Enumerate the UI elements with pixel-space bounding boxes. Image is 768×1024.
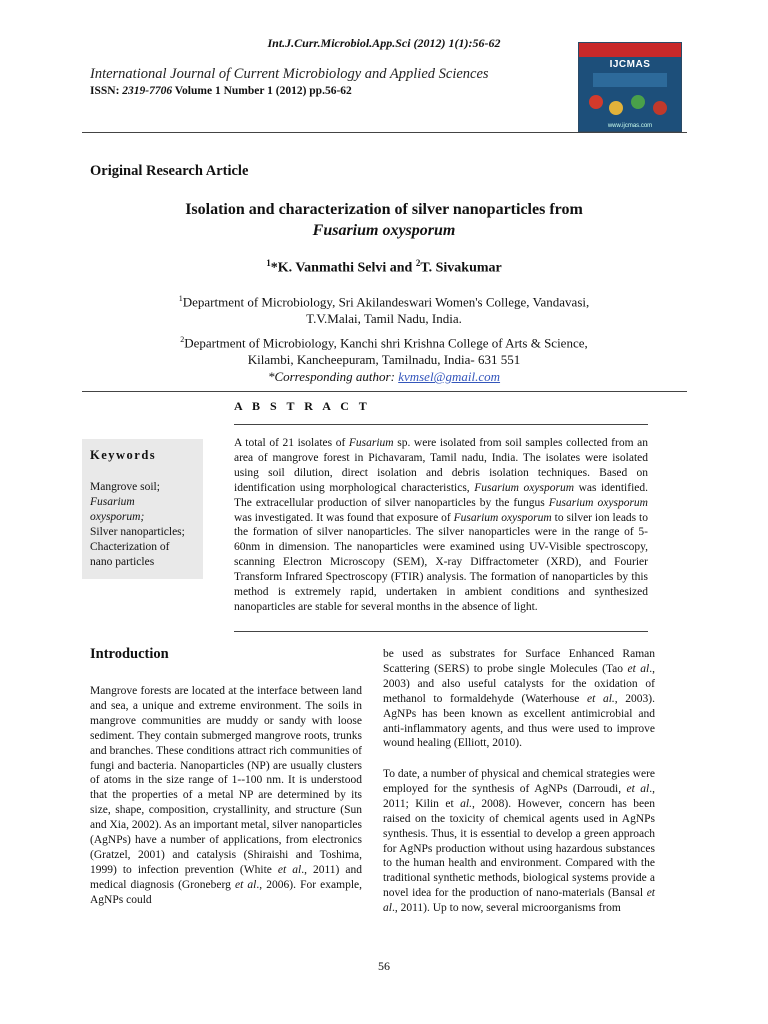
intro-left-column: Mangrove forests are located at the interface between land and sea, a unique and extreme environment. The soils in mangrove communities are muddy or sandy with loose sediment. They contain submerged mangrove roots, trunks and branches. These conditions attract rich communities of fungi and bacteria. Nanoparticles (NP) are usually clusters of atoms in the size range of 1--100 nm. It is understood that the properties of a metal NP are determined by its size, shape, composition, crystallinity, and structure (Sun and Xia, 2002). As an important metal, silver nanoparticles (AgNPs) have a number of applications, from electronics (Gratzel, 2001) and catalysis (Shiraishi and Toshima, 1999) to infection prevention (White et al., 2011) and medical diagnosis (Groneberg et al., 2006). For example, AgNPs could [90,685,362,906]
keywords-heading: Keywords [90,448,157,462]
corresponding-email-link[interactable]: kvmsel@gmail.com [398,369,501,385]
header-rule [82,132,687,133]
cover-footer: www.ijcmas.com [607,123,653,129]
journal-title: International Journal of Current Microbiology and Applied Sciences [90,66,489,82]
running-head: Int.J.Curr.Microbiol.App.Sci (2012) 1(1):56-62 [267,36,501,50]
affiliation-2 [100,331,668,385]
keyword-3: oxysporum; [90,511,145,523]
aff2-sup: 2 [180,335,185,344]
author-2: T. Sivakumar [420,260,502,276]
author1-sup: 1 [266,258,271,268]
keyword-1: Mangrove soil; [90,481,160,493]
volume-info: Volume 1 Number 1 (2012) pp.56-62 [174,85,352,97]
issn-number: 2319-7706 [122,85,173,97]
keyword-2: Fusarium [90,496,135,508]
abstract-body: A total of 21 isolates of Fusarium sp. were isolated from soil samples collected from an area of mangrove forest in Pichavaram, Tamil nadu, India. The isolates were isolated using soil dilution, direct isolation and debris isolation techniques. Based on identification using morphological characteristics, Fusarium oxysporum was identified. The extracellular production of silver nanoparticles by the fungus Fusarium oxysporum was investigated. It was found that exposure of Fusarium oxysporum to silver ion leads to the formation of silver nanoparticles. The silver nanoparticles were in the range of 5-60nm in dimension. The nanoparticles were examined using UV-Visible spectroscopy, scanning Electron Microscopy (SEM), X-ray Diffractometer (XRD), and Fourier Transform Infrared Spectroscopy (FTIR) analysis. The formation of nanoparticles by this method is extremely rapid, undertaken in ambient conditions and synthesized nanoparticles are stable for several months in the absence of light. [234,437,648,613]
article-type: Original Research Article [90,163,249,179]
page-number: 56 [378,959,390,973]
abstract-heading: A B S T R A C T [234,399,371,413]
corresponding-author [100,368,668,385]
aff2-line2: Kilambi, Kancheepuram, Tamilnadu, India- 631 551 [247,352,521,368]
aff1-sup: 1 [178,294,183,303]
cover-logo: IJCMAS [609,59,651,70]
abstract-top-rule-right [234,391,687,392]
abstract-heading-rule [234,424,648,425]
paper-title [100,199,668,241]
intro-right-paragraph-2: To date, a number of physical and chemical strategies were employed for the synthesis of AgNPs (Darroudi, et al., 2011; Kilin et al., 2008). However, concern has been raised on the toxicity of chemical agents used in AgNPs synthesis. Thus, it is essential to develop a green approach for AgNPs production without using hazardous substances to the human health and environment. Compared with the traditional synthetic methods, biological systems provide a novel idea for the production of nano-materials (Bansal et al., 2011). Up to now, several microorganisms from [383,768,655,915]
introduction-heading: Introduction [90,646,169,662]
journal-cover-image [578,42,682,132]
keywords-list [90,480,200,570]
issn-line [90,85,352,97]
intro-right-paragraph-1: be used as substrates for Surface Enhanced Raman Scattering (SERS) to probe single Molecules (Tao et al., 2003) and also useful catalysts for the oxidation of methanol to formaldehyde (Waterhouse et al., 2003). AgNPs has been known as excellent antimicrobial and anti-inflammatory agents, and thus were used to improve wound healing (Elliott, 2010). [383,648,655,750]
title-line-2: Fusarium oxysporum [312,222,456,239]
abstract-bottom-rule [234,631,648,632]
authors [0,258,768,277]
aff1-line2: T.V.Malai, Tamil Nadu, India. [306,311,462,327]
keyword-4: Silver nanoparticles; [90,526,185,538]
aff2-line1: Department of Microbiology, Kanchi shri Krishna College of Arts & Science, [184,335,588,351]
keyword-5: Chacterization of [90,541,170,553]
aff1-line1: Department of Microbiology, Sri Akilandeswari Women's College, Vandavasi, [182,294,590,310]
author-1: *K. Vanmathi Selvi and [270,260,416,276]
corresponding-label: *Corresponding author: [267,369,399,385]
title-line-1: Isolation and characterization of silver nanoparticles from [185,201,583,218]
affiliation-1 [100,290,668,327]
keyword-6: nano particles [90,556,155,568]
issn-label: ISSN: [90,85,120,97]
author2-sup: 2 [415,258,421,268]
